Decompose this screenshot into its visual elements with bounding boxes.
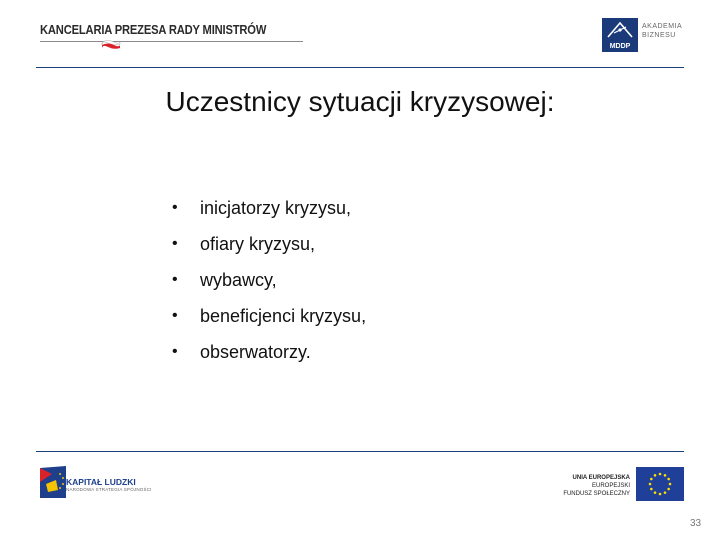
bullet-icon: • bbox=[172, 307, 178, 324]
header-divider bbox=[36, 67, 684, 68]
kapital-ludzki-title: KAPITAŁ LUDZKI bbox=[66, 477, 136, 487]
ministry-name: KANCELARIA PREZESA RADY MINISTRÓW bbox=[40, 22, 267, 37]
eu-star-icon bbox=[664, 474, 667, 477]
mddp-logo bbox=[602, 18, 638, 52]
eu-stars-icon bbox=[636, 467, 684, 501]
page-number: 33 bbox=[690, 518, 702, 529]
bullet-icon: • bbox=[172, 271, 178, 288]
bullet-icon: • bbox=[172, 199, 178, 216]
akademia-line-1: AKADEMIA bbox=[642, 23, 683, 30]
bullet-item bbox=[172, 232, 366, 268]
kapital-ludzki-subtitle: NARODOWA STRATEGIA SPÓJNOŚCI bbox=[66, 487, 152, 492]
eu-star-icon bbox=[659, 493, 662, 496]
bullet-list bbox=[172, 196, 366, 376]
bullet-text: wybawcy, bbox=[200, 270, 277, 290]
eu-star-icon bbox=[667, 488, 670, 491]
bullet-text: inicjatorzy kryzysu, bbox=[200, 198, 352, 218]
slide-title: Uczestnicy sytuacji kryzysowej: bbox=[165, 86, 555, 117]
mddp-label: MDDP bbox=[609, 43, 631, 50]
eu-star-icon bbox=[664, 491, 667, 494]
bullet-icon: • bbox=[172, 343, 178, 360]
eu-star-icon bbox=[650, 478, 653, 481]
eu-star-icon bbox=[667, 478, 670, 481]
akademia-biznesu-label bbox=[642, 22, 682, 40]
akademia-line-2: BIZNESU bbox=[642, 32, 676, 39]
bullet-text: beneficjenci kryzysu, bbox=[200, 306, 367, 326]
mddp-emblem-icon bbox=[606, 21, 634, 41]
eu-star-icon bbox=[654, 491, 657, 494]
bullet-text: ofiary kryzysu, bbox=[200, 234, 316, 254]
bullet-item bbox=[172, 268, 366, 304]
footer-divider bbox=[36, 451, 684, 452]
kapital-ludzki-icon bbox=[36, 462, 70, 502]
eu-star-icon bbox=[669, 483, 672, 486]
eu-star-icon bbox=[654, 474, 657, 477]
bullet-item bbox=[172, 304, 366, 340]
eu-line-3: FUNDUSZ SPOŁECZNY bbox=[563, 491, 630, 497]
eu-star-icon bbox=[659, 473, 662, 476]
eu-star-icon bbox=[649, 483, 652, 486]
eu-flag-icon bbox=[636, 467, 684, 501]
kprm-logo bbox=[40, 22, 305, 52]
bullet-icon: • bbox=[172, 235, 178, 252]
eu-label bbox=[540, 474, 630, 498]
eu-star-icon bbox=[650, 488, 653, 491]
bullet-item bbox=[172, 196, 366, 232]
bullet-text: obserwatorzy. bbox=[200, 342, 311, 362]
eu-line-1: UNIA EUROPEJSKA bbox=[572, 475, 630, 481]
flag-icon bbox=[100, 38, 122, 52]
eu-line-2: EUROPEJSKI bbox=[591, 483, 630, 489]
logo-underline bbox=[40, 41, 303, 42]
bullet-item bbox=[172, 340, 366, 376]
